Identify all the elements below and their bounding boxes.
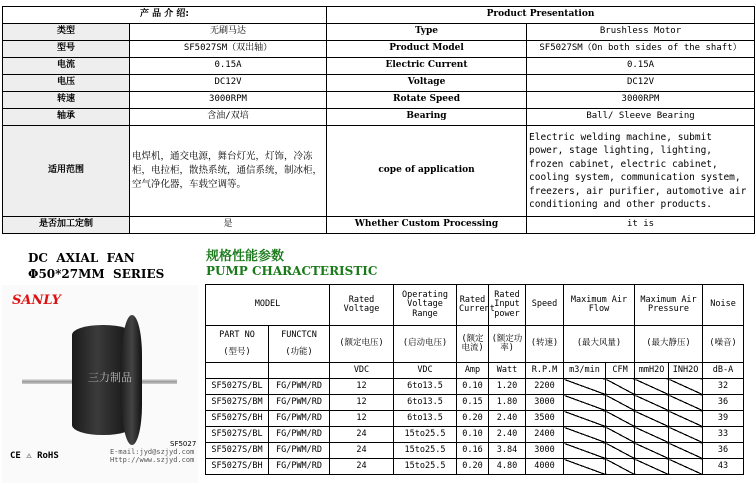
spec-cell-empty xyxy=(635,443,669,459)
en-header: Product Presentation xyxy=(327,7,755,24)
spec-cell-rv: 24 xyxy=(330,459,394,475)
spec-cell-empty xyxy=(635,379,669,395)
row-label-en: Electric Current xyxy=(327,58,527,75)
spec-row xyxy=(206,379,744,395)
row-value-en: 0.15A xyxy=(527,58,755,75)
hdr-speed-cn: (转速) xyxy=(526,326,564,363)
spec-cell-empty xyxy=(564,411,606,427)
row-label-cn: 电压 xyxy=(3,75,130,92)
spec-cell-rv: 12 xyxy=(330,379,394,395)
unit-blank xyxy=(206,363,269,379)
application-value-cn: 电焊机，通交电源，舞台灯光，灯饰，冷冻柜，电拉柜，散热系统，通信系统，制冰柜，空气净化器，车载空调等。 xyxy=(130,126,327,217)
product-photo xyxy=(2,285,198,483)
spec-cell-watt: 2.40 xyxy=(489,427,526,443)
row-label-en: Voltage xyxy=(327,75,527,92)
spec-cell-empty xyxy=(669,427,703,443)
hdr-rated-voltage-cn: (额定电压) xyxy=(330,326,394,363)
unit-m3min: m3/min xyxy=(564,363,606,379)
spec-cell-speed: 2200 xyxy=(526,379,564,395)
hdr-rated-voltage: Rated Voltage xyxy=(330,285,394,326)
unit-dba: dB-A xyxy=(703,363,744,379)
row-value-cn: SF5027SM（双出轴） xyxy=(130,41,327,58)
unit-blank xyxy=(269,363,330,379)
custom-label-cn: 是否加工定制 xyxy=(3,217,130,234)
spec-title-cn: 规格性能参数 xyxy=(206,249,285,264)
spec-cell-empty xyxy=(635,427,669,443)
spec-cell-func: FG/PWM/RD xyxy=(269,443,330,459)
spec-cell-range: 6to13.5 xyxy=(394,395,457,411)
spec-cell-noise: 36 xyxy=(703,443,744,459)
spec-cell-empty xyxy=(669,443,703,459)
custom-label-en: Whether Custom Processing xyxy=(327,217,527,234)
row-value-en: 3000RPM xyxy=(527,92,755,109)
hdr-part-no-en: PART NO xyxy=(219,329,255,340)
spec-cell-amp: 0.20 xyxy=(457,459,489,475)
unit-watt: Watt xyxy=(489,363,526,379)
hdr-max-air-pressure-cn: (最大静压) xyxy=(635,326,703,363)
hdr-function-en: FUNCTCN xyxy=(281,329,317,340)
spec-cell-noise: 36 xyxy=(703,395,744,411)
unit-rpm: R.P.M xyxy=(526,363,564,379)
row-value-en: SF5027SM（On both sides of the shaft） xyxy=(527,41,755,58)
spec-cell-part: SF5027S/BL xyxy=(206,427,269,443)
spec-row xyxy=(206,443,744,459)
spec-cell-rv: 12 xyxy=(330,395,394,411)
spec-cell-speed: 2400 xyxy=(526,427,564,443)
spec-cell-func: FG/PWM/RD xyxy=(269,395,330,411)
hdr-model: MODEL xyxy=(206,285,330,326)
spec-cell-amp: 0.15 xyxy=(457,395,489,411)
unit-mmh2o: mmH2O xyxy=(635,363,669,379)
hdr-max-air-flow: Maximum Air Flow xyxy=(564,285,635,326)
spec-cell-empty xyxy=(564,443,606,459)
row-value-cn: 3000RPM xyxy=(130,92,327,109)
spec-cell-part: SF5027S/BM xyxy=(206,395,269,411)
unit-vdc: VDC xyxy=(394,363,457,379)
brand-logo: SANLY xyxy=(12,293,61,308)
spec-cell-amp: 0.10 xyxy=(457,379,489,395)
row-label-cn: 电流 xyxy=(3,58,130,75)
custom-value-cn: 是 xyxy=(130,217,327,234)
spec-cell-empty xyxy=(606,427,635,443)
row-value-cn: 无刷马达 xyxy=(130,24,327,41)
row-label-en: Rotate Speed xyxy=(327,92,527,109)
spec-cell-empty xyxy=(606,395,635,411)
row-label-en: Bearing xyxy=(327,109,527,126)
spec-title-en: PUMP CHARACTERISTIC xyxy=(206,264,378,278)
hdr-speed: Speed xyxy=(526,285,564,326)
unit-cfm: CFM xyxy=(606,363,635,379)
spec-cell-watt: 1.20 xyxy=(489,379,526,395)
row-value-cn: DC12V xyxy=(130,75,327,92)
spec-cell-range: 15to25.5 xyxy=(394,427,457,443)
spec-row xyxy=(206,411,744,427)
hdr-max-air-flow-cn: (最大风量) xyxy=(564,326,635,363)
hdr-part-no xyxy=(206,326,269,363)
row-label-cn: 轴承 xyxy=(3,109,130,126)
spec-cell-empty xyxy=(635,395,669,411)
spec-cell-empty xyxy=(606,379,635,395)
hdr-function xyxy=(269,326,330,363)
spec-cell-empty xyxy=(669,379,703,395)
spec-cell-noise: 32 xyxy=(703,379,744,395)
watermark: 三力制品 xyxy=(88,371,132,384)
product-presentation-table xyxy=(2,6,755,234)
spec-cell-empty xyxy=(669,395,703,411)
spec-cell-noise: 43 xyxy=(703,459,744,475)
spec-cell-range: 6to13.5 xyxy=(394,411,457,427)
spec-cell-func: FG/PWM/RD xyxy=(269,459,330,475)
spec-cell-speed: 3500 xyxy=(526,411,564,427)
certification-icons: CE ⚠ RoHS xyxy=(10,451,59,461)
spec-cell-amp: 0.10 xyxy=(457,427,489,443)
spec-cell-empty xyxy=(669,459,703,475)
unit-vdc: VDC xyxy=(330,363,394,379)
application-value-en: Electric welding machine, submit power, stage lighting, lighting, frozen cabinet, electric cabinet, cooling system, communication system, freezers, air purifier, automotive air conditioning and other products. xyxy=(527,126,755,217)
spec-cell-func: FG/PWM/RD xyxy=(269,411,330,427)
spec-cell-amp: 0.16 xyxy=(457,443,489,459)
spec-cell-watt: 1.80 xyxy=(489,395,526,411)
spec-row xyxy=(206,427,744,443)
row-label-cn: 型号 xyxy=(3,41,130,58)
spec-cell-part: SF5027S/BH xyxy=(206,411,269,427)
spec-row xyxy=(206,459,744,475)
spec-cell-empty xyxy=(564,379,606,395)
spec-cell-part: SF5027S/BL xyxy=(206,379,269,395)
hdr-rated-current: Rated Current xyxy=(457,285,489,326)
application-label-cn: 适用范围 xyxy=(3,126,130,217)
contact-info xyxy=(110,448,194,464)
spec-cell-range: 15to25.5 xyxy=(394,459,457,475)
row-value-en: DC12V xyxy=(527,75,755,92)
spec-cell-empty xyxy=(635,459,669,475)
spec-cell-empty xyxy=(669,411,703,427)
spec-cell-rv: 24 xyxy=(330,443,394,459)
spec-cell-empty xyxy=(606,443,635,459)
hdr-operating-voltage-cn: (启动电压) xyxy=(394,326,457,363)
contact-email: E-mail:jyd@szjyd.com xyxy=(110,448,195,456)
hdr-noise: Noise xyxy=(703,285,744,326)
hdr-function-cn: (功能) xyxy=(285,347,313,357)
contact-website: Http://www.szjyd.com xyxy=(110,456,195,464)
hdr-rated-current-cn: (额定电流) xyxy=(457,326,489,363)
spec-cell-rv: 12 xyxy=(330,411,394,427)
row-label-cn: 转速 xyxy=(3,92,130,109)
spec-cell-amp: 0.20 xyxy=(457,411,489,427)
spec-table xyxy=(205,284,744,475)
photo-model-label: SF5027 xyxy=(170,440,197,448)
spec-cell-speed: 3000 xyxy=(526,395,564,411)
spec-cell-range: 15to25.5 xyxy=(394,443,457,459)
spec-cell-func: FG/PWM/RD xyxy=(269,427,330,443)
spec-cell-empty xyxy=(564,427,606,443)
series-line-2: Φ50*27MM SERIES xyxy=(28,267,165,281)
series-title xyxy=(28,250,164,282)
spec-row xyxy=(206,395,744,411)
spec-cell-speed: 3000 xyxy=(526,443,564,459)
series-line-1: DC AXIAL FAN xyxy=(28,251,135,265)
spec-cell-noise: 33 xyxy=(703,427,744,443)
hdr-rated-input: Rated Input power xyxy=(489,285,526,326)
spec-cell-empty xyxy=(564,459,606,475)
spec-cell-empty xyxy=(564,395,606,411)
spec-cell-range: 6to13.5 xyxy=(394,379,457,395)
row-value-en: Ball/ Sleeve Bearing xyxy=(527,109,755,126)
custom-value-en: it is xyxy=(527,217,755,234)
row-value-cn: 0.15A xyxy=(130,58,327,75)
hdr-part-no-cn: (型号) xyxy=(223,347,251,357)
hdr-noise-cn: (噪音) xyxy=(703,326,744,363)
cn-header: 产 品 介 绍: xyxy=(3,7,327,24)
spec-cell-empty xyxy=(606,459,635,475)
spec-cell-watt: 4.80 xyxy=(489,459,526,475)
spec-cell-empty xyxy=(635,411,669,427)
row-label-en: Product Model xyxy=(327,41,527,58)
spec-cell-func: FG/PWM/RD xyxy=(269,379,330,395)
hdr-rated-input-cn: (额定功率) xyxy=(489,326,526,363)
hdr-operating-voltage: Operating Voltage Range xyxy=(394,285,457,326)
spec-cell-watt: 3.84 xyxy=(489,443,526,459)
spec-cell-part: SF5027S/BM xyxy=(206,443,269,459)
spec-cell-watt: 2.40 xyxy=(489,411,526,427)
spec-cell-rv: 24 xyxy=(330,427,394,443)
application-label-en: cope of application xyxy=(327,126,527,217)
row-value-en: Brushless Motor xyxy=(527,24,755,41)
spec-cell-empty xyxy=(606,411,635,427)
unit-amp: Amp xyxy=(457,363,489,379)
spec-cell-part: SF5027S/BH xyxy=(206,459,269,475)
row-label-cn: 类型 xyxy=(3,24,130,41)
hdr-max-air-pressure: Maximum Air Pressure xyxy=(635,285,703,326)
unit-inh2o: INH2O xyxy=(669,363,703,379)
row-value-cn: 含油/双培 xyxy=(130,109,327,126)
spec-cell-noise: 39 xyxy=(703,411,744,427)
spec-cell-speed: 4000 xyxy=(526,459,564,475)
row-label-en: Type xyxy=(327,24,527,41)
